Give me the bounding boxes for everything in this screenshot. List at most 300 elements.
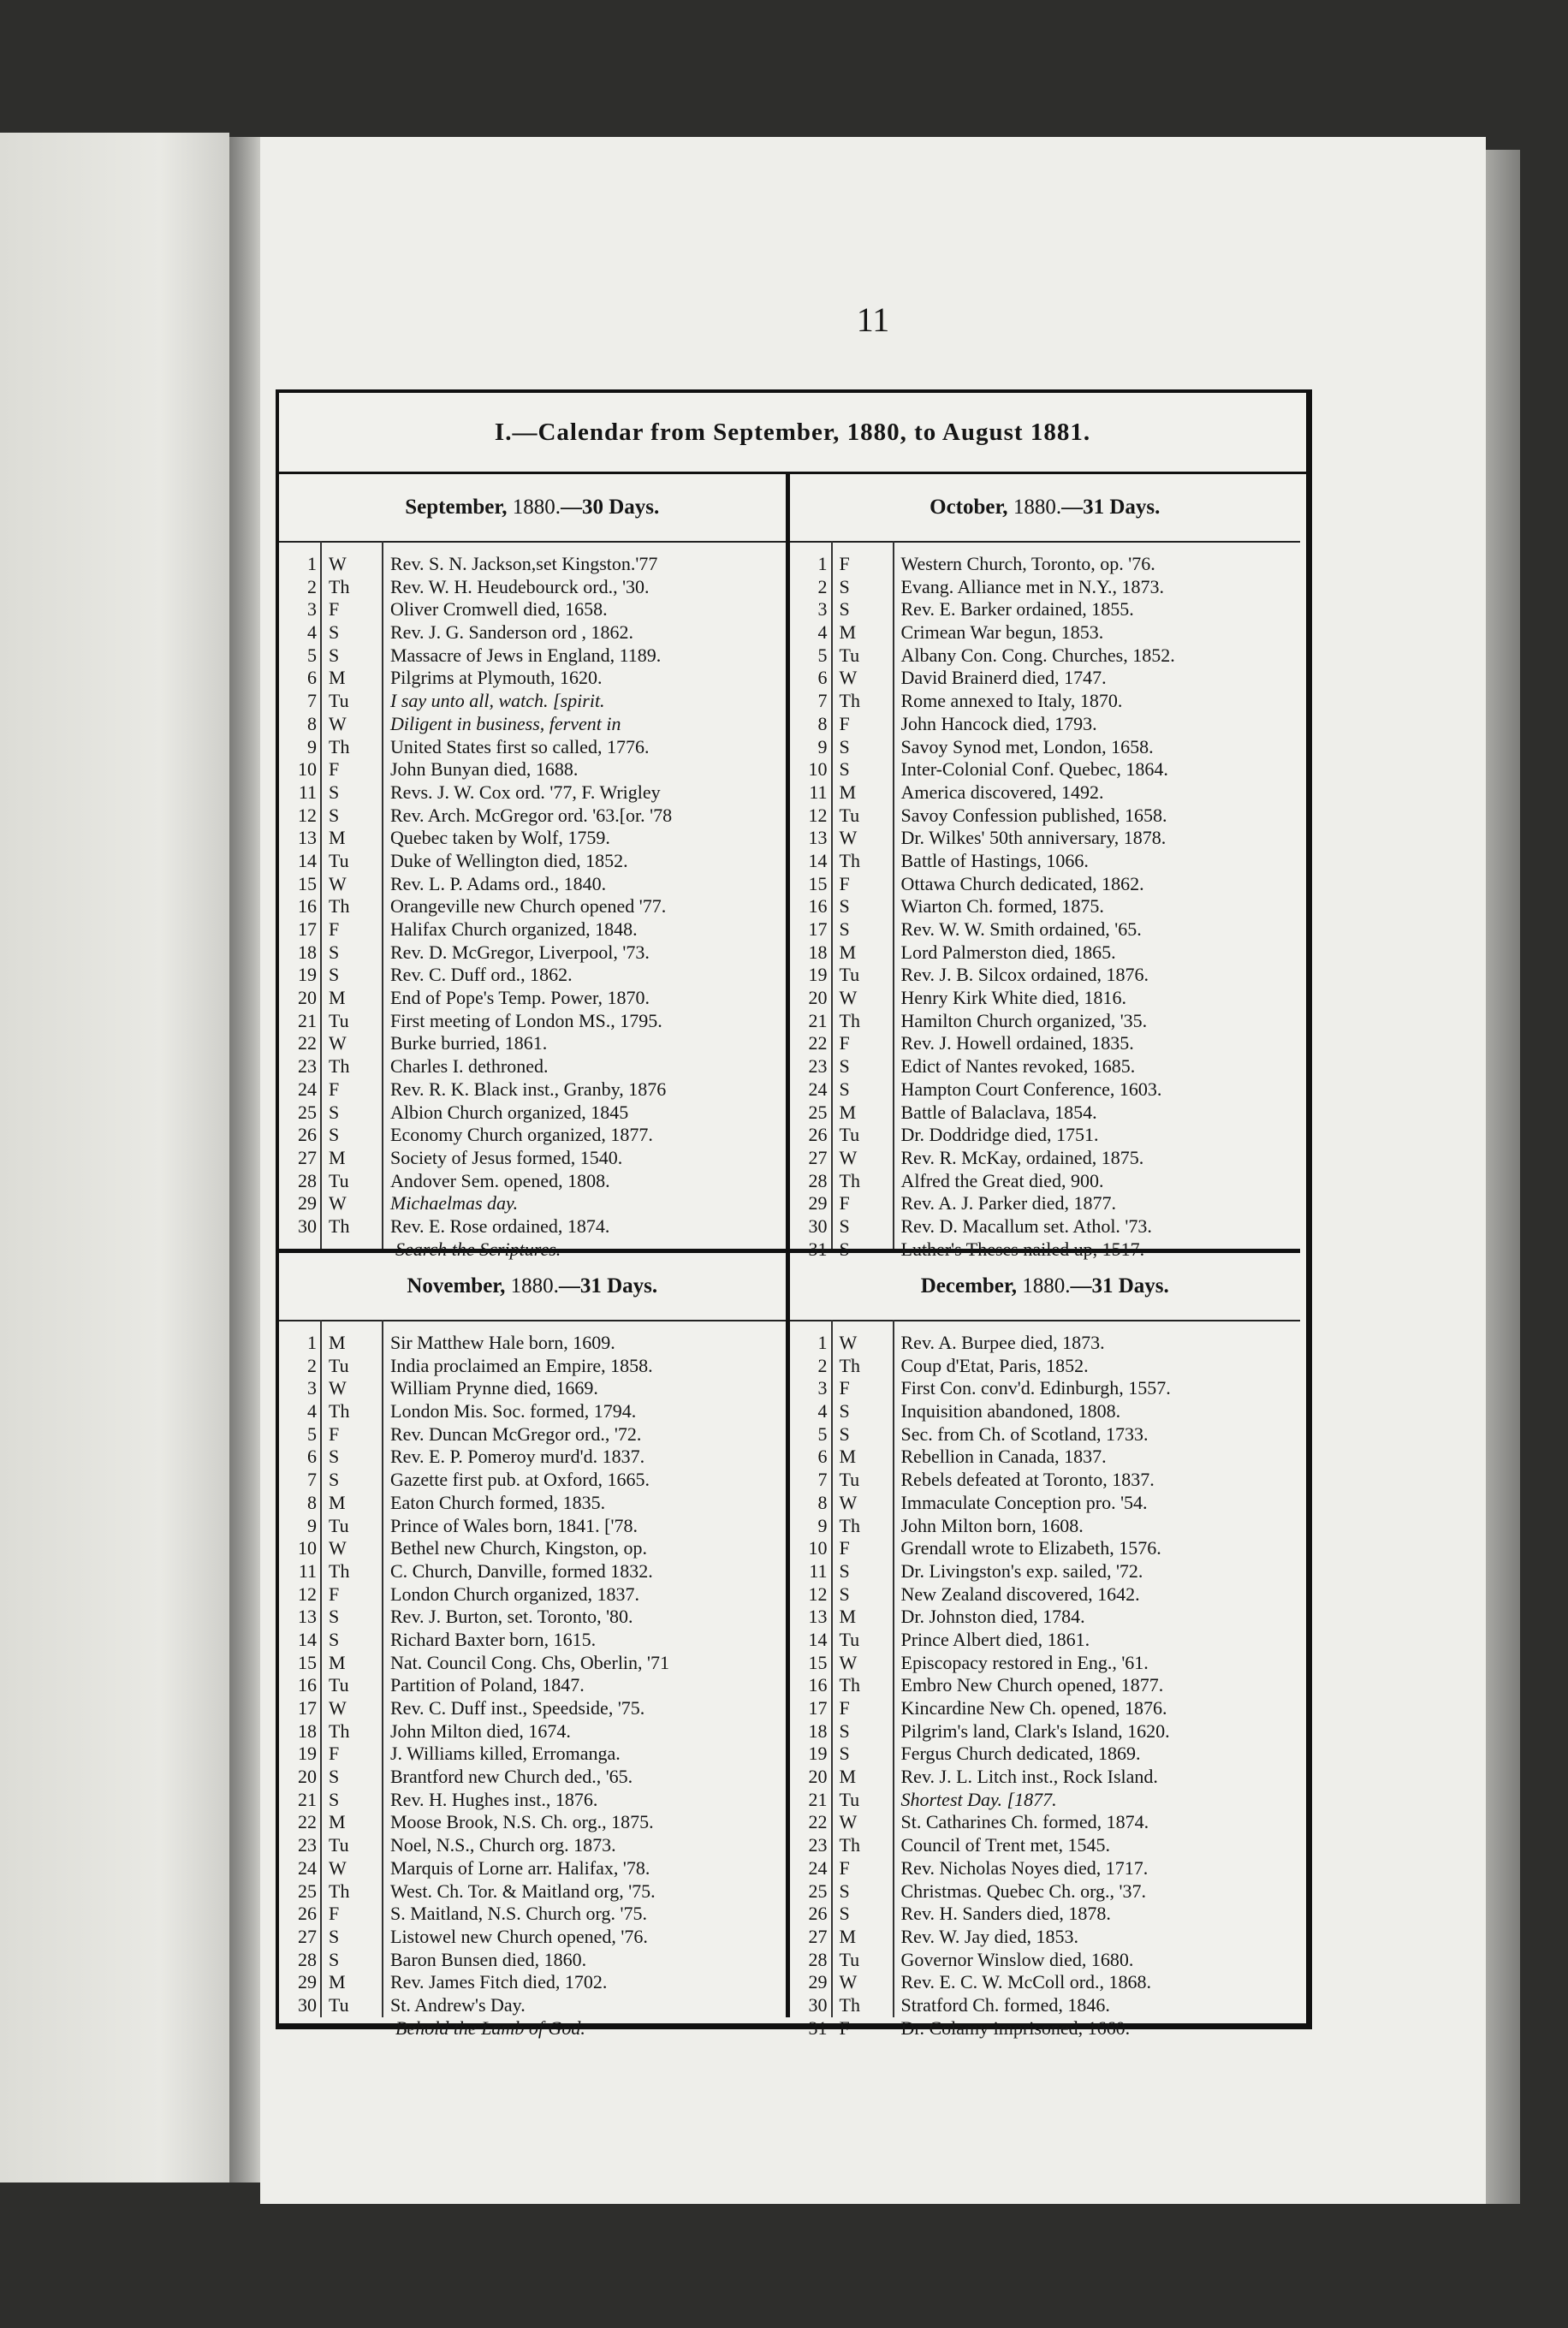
weekday: F: [839, 712, 850, 734]
day-row: [790, 1811, 1301, 1834]
event-text: Wiarton Ch. formed, 1875.: [900, 895, 1104, 918]
weekday: M: [329, 1971, 346, 1993]
weekday: S: [839, 1880, 850, 1902]
event-text: Partition of Poland, 1847.: [390, 1674, 585, 1696]
day-number: 14: [808, 1628, 828, 1650]
day-row: [279, 1124, 786, 1147]
event-text: Pilgrim's land, Clark's Island, 1620.: [900, 1719, 1170, 1742]
day-row: [790, 850, 1301, 873]
event-text: Embro New Church opened, 1877.: [900, 1674, 1164, 1696]
day-number: 29: [298, 1971, 317, 1993]
day-number: 31: [808, 1238, 828, 1260]
day-row: [790, 1994, 1301, 2017]
day-number: 6: [307, 1446, 317, 1468]
day-number: 13: [298, 1606, 317, 1628]
day-number: 25: [298, 1101, 317, 1123]
event-text: Dr. Colamy imprisoned, 1660.: [900, 2016, 1131, 2039]
weekday: S: [329, 781, 340, 803]
day-number: 25: [298, 1880, 317, 1902]
weekday: S: [329, 1788, 340, 1810]
day-row: [279, 827, 786, 850]
day-number: 12: [808, 1583, 828, 1605]
weekday: Tu: [839, 1124, 860, 1146]
day-number: 4: [307, 1400, 317, 1422]
day-number: 29: [808, 1192, 828, 1214]
event-text: Prince of Wales born, 1841. ['78.: [390, 1514, 638, 1536]
weekday: S: [839, 598, 850, 621]
weekday: S: [329, 1101, 340, 1123]
day-row: [790, 1857, 1301, 1880]
weekday: W: [839, 1332, 858, 1353]
weekday: Tu: [329, 1169, 349, 1191]
event-text: John Milton died, 1674.: [390, 1719, 571, 1742]
day-row: [279, 598, 786, 621]
weekday: Th: [329, 735, 350, 757]
day-number: 12: [298, 1583, 317, 1605]
event-text: Economy Church organized, 1877.: [390, 1124, 653, 1146]
day-number: 11: [809, 1559, 828, 1582]
day-row: [790, 553, 1301, 576]
book-page: [260, 137, 1486, 2204]
event-text: Albion Church organized, 1845: [390, 1101, 629, 1123]
day-number: 24: [298, 1078, 317, 1100]
day-number: 10: [808, 758, 828, 781]
day-row: [790, 1880, 1301, 1903]
weekday: F: [839, 1377, 850, 1399]
weekday: Th: [329, 1559, 350, 1582]
event-text: John Hancock died, 1793.: [900, 712, 1097, 734]
day-number: 29: [298, 1192, 317, 1214]
day-number: 1: [307, 1332, 317, 1353]
weekday: W: [329, 1192, 347, 1214]
month-year: 1880.: [1022, 1274, 1071, 1298]
weekday: M: [329, 1146, 346, 1168]
day-row: [279, 1880, 786, 1903]
day-row: [279, 1926, 786, 1949]
event-text: Hampton Court Conference, 1603.: [900, 1078, 1162, 1100]
weekday: S: [329, 1925, 340, 1947]
weekday: W: [839, 667, 858, 689]
day-row: [279, 895, 786, 918]
event-text: William Prynne died, 1669.: [390, 1377, 598, 1399]
event-text: End of Pope's Temp. Power, 1870.: [390, 987, 650, 1009]
event-text: Marquis of Lorne arr. Halifax, '78.: [390, 1856, 650, 1879]
day-row: [790, 598, 1301, 621]
event-text: India proclaimed an Empire, 1858.: [390, 1354, 653, 1376]
event-text: Rev. Arch. McGregor ord. '63.[or. '78: [390, 804, 673, 826]
weekday: W: [329, 1697, 347, 1719]
day-row: [790, 873, 1301, 896]
day-number: 24: [298, 1856, 317, 1879]
weekday: S: [329, 644, 340, 666]
day-number: 26: [808, 1903, 828, 1925]
event-text: Western Church, Toronto, op. '76.: [900, 553, 1155, 574]
day-number: 2: [817, 1354, 828, 1376]
weekday: Th: [329, 1055, 350, 1078]
event-text: St. Andrew's Day.: [390, 1993, 526, 2016]
day-row: [279, 690, 786, 713]
day-row: [790, 1192, 1301, 1215]
day-row: [279, 1423, 786, 1446]
day-number: 9: [307, 1514, 317, 1536]
day-row: [790, 1903, 1301, 1926]
day-row: [279, 1789, 786, 1812]
day-number: 14: [298, 1628, 317, 1650]
day-number: 8: [817, 1491, 828, 1513]
day-number: 10: [298, 1537, 317, 1559]
weekday: Tu: [329, 1674, 349, 1696]
weekday: F: [329, 1078, 340, 1100]
day-row: [790, 1674, 1301, 1697]
day-number: 27: [808, 1925, 828, 1947]
day-list: [279, 543, 786, 1261]
day-number: 28: [808, 1948, 828, 1970]
day-number: 31: [808, 2016, 828, 2039]
month-title: [790, 1253, 1301, 1321]
day-number: 23: [808, 1055, 828, 1078]
day-row: [790, 1332, 1301, 1355]
day-row: [790, 805, 1301, 828]
event-text: Diligent in business, fervent in: [390, 712, 621, 734]
weekday: Th: [329, 895, 350, 918]
weekday: S: [329, 1766, 340, 1788]
event-text: Rev. R. McKay, ordained, 1875.: [900, 1146, 1144, 1168]
weekday: F: [329, 1743, 340, 1765]
day-row: [790, 1652, 1301, 1675]
event-text: Battle of Hastings, 1066.: [900, 849, 1089, 871]
event-text: Dr. Doddridge died, 1751.: [900, 1124, 1099, 1146]
day-row: [790, 941, 1301, 965]
day-row: [279, 1102, 786, 1125]
event-text: Rev. E. Rose ordained, 1874.: [390, 1214, 610, 1237]
day-number: 22: [298, 1811, 317, 1833]
weekday: Tu: [839, 644, 860, 666]
weekday: S: [839, 1422, 850, 1445]
event-text: David Brainerd died, 1747.: [900, 667, 1107, 689]
month-title: [790, 474, 1301, 543]
day-row: [790, 827, 1301, 850]
weekday: F: [839, 1537, 850, 1559]
month-grid: [279, 474, 1300, 2039]
day-row: [790, 964, 1301, 987]
weekday: Th: [839, 1169, 860, 1191]
event-text: Oliver Cromwell died, 1658.: [390, 598, 608, 621]
event-text: Rev. D. McGregor, Liverpool, '73.: [390, 941, 650, 963]
weekday: S: [329, 1124, 340, 1146]
event-text: Andover Sem. opened, 1808.: [390, 1169, 610, 1191]
event-text: Rev. W. H. Heudebourck ord., '30.: [390, 575, 650, 597]
day-row: [790, 1515, 1301, 1538]
event-text: Rev. C. Duff inst., Speedside, '75.: [390, 1697, 645, 1719]
day-number: 26: [298, 1903, 317, 1925]
day-number: 11: [809, 781, 828, 803]
day-number: 30: [808, 1993, 828, 2016]
day-number: 3: [817, 598, 828, 621]
day-row: [790, 736, 1301, 759]
day-number: 3: [307, 598, 317, 621]
day-number: 21: [298, 1009, 317, 1031]
day-list: [790, 1321, 1301, 2040]
event-text: Rev. James Fitch died, 1702.: [390, 1971, 608, 1993]
day-number: 22: [298, 1032, 317, 1054]
day-number: 18: [808, 941, 828, 963]
weekday: Th: [839, 1674, 860, 1696]
weekday: S: [839, 1559, 850, 1582]
day-number: 9: [817, 735, 828, 757]
event-text: Duke of Wellington died, 1852.: [390, 849, 628, 871]
event-text: Massacre of Jews in England, 1189.: [390, 644, 662, 666]
weekday: Th: [839, 1354, 860, 1376]
weekday: Th: [329, 1719, 350, 1742]
month-year: 1880.: [1013, 496, 1062, 519]
day-number: 22: [808, 1811, 828, 1833]
weekday: M: [839, 1101, 857, 1123]
weekday: Tu: [329, 690, 349, 712]
month-motto: Search the Scriptures.: [395, 1238, 561, 1260]
day-row: [279, 1355, 786, 1378]
day-number: 14: [808, 849, 828, 871]
day-number: 17: [298, 918, 317, 940]
weekday: Tu: [329, 1993, 349, 2016]
event-text: Alfred the Great died, 900.: [900, 1169, 1104, 1191]
day-number: 4: [307, 621, 317, 644]
day-number: 11: [298, 781, 317, 803]
weekday: S: [329, 1606, 340, 1628]
event-text: Quebec taken by Wolf, 1759.: [390, 827, 610, 849]
day-row: [790, 2017, 1301, 2040]
day-number: 17: [298, 1697, 317, 1719]
day-row: [790, 1743, 1301, 1766]
event-text: Kincardine New Ch. opened, 1876.: [900, 1697, 1167, 1719]
event-text: Rev. J. B. Silcox ordained, 1876.: [900, 964, 1149, 986]
day-row: [279, 1903, 786, 1926]
day-row: [790, 1400, 1301, 1423]
event-text: Charles I. dethroned.: [390, 1055, 549, 1078]
event-text: Shortest Day. [1877.: [900, 1788, 1057, 1810]
month-days-label: —31 Days.: [1061, 496, 1161, 519]
event-text: Fergus Church dedicated, 1869.: [900, 1743, 1141, 1765]
weekday: Tu: [839, 1469, 860, 1491]
day-number: 18: [808, 1719, 828, 1742]
weekday: S: [329, 1948, 340, 1970]
day-row: [790, 1215, 1301, 1238]
event-text: United States first so called, 1776.: [390, 735, 650, 757]
day-number: 15: [808, 1651, 828, 1673]
event-text: Episcopacy restored in Eng., '61.: [900, 1651, 1149, 1673]
day-row: [790, 667, 1301, 690]
weekday: M: [329, 1651, 346, 1673]
day-number: 10: [298, 758, 317, 781]
month-september: [279, 474, 790, 1260]
day-number: 16: [808, 1674, 828, 1696]
day-row: [279, 1994, 786, 2017]
event-text: Ottawa Church dedicated, 1862.: [900, 872, 1144, 894]
month-title: [279, 474, 786, 543]
day-row: [279, 1469, 786, 1492]
weekday: M: [839, 1925, 857, 1947]
event-text: New Zealand discovered, 1642.: [900, 1583, 1140, 1605]
day-row: [790, 781, 1301, 805]
weekday: W: [839, 987, 858, 1009]
event-text: Luther's Theses nailed up, 1517.: [900, 1238, 1145, 1260]
day-number: 8: [307, 1491, 317, 1513]
day-row: [790, 1170, 1301, 1193]
day-row: [279, 576, 786, 599]
event-text: Rev. W. W. Smith ordained, '65.: [900, 918, 1142, 940]
weekday: Th: [839, 690, 860, 712]
event-text: Christmas. Quebec Ch. org., '37.: [900, 1880, 1146, 1902]
event-text: Rev. E. Barker ordained, 1855.: [900, 598, 1134, 621]
month-name: November,: [407, 1274, 506, 1298]
weekday: S: [329, 941, 340, 963]
day-number: 2: [307, 575, 317, 597]
day-row: [790, 1789, 1301, 1812]
day-row: [279, 1766, 786, 1789]
day-row: [279, 987, 786, 1010]
day-number: 14: [298, 849, 317, 871]
event-text: Coup d'Etat, Paris, 1852.: [900, 1354, 1089, 1376]
day-number: 15: [298, 1651, 317, 1673]
month-name: December,: [920, 1274, 1017, 1298]
weekday: Th: [839, 1993, 860, 2016]
day-row: [279, 1811, 786, 1834]
day-row: [790, 1377, 1301, 1400]
page-number: 11: [856, 300, 890, 339]
day-number: 30: [298, 1993, 317, 2016]
event-text: Immaculate Conception pro. '54.: [900, 1491, 1148, 1513]
day-row: [790, 1124, 1301, 1147]
weekday: W: [839, 1146, 858, 1168]
day-number: 10: [808, 1537, 828, 1559]
weekday: Th: [839, 1009, 860, 1031]
day-row: [790, 1720, 1301, 1743]
weekday: W: [329, 1856, 347, 1879]
event-text: John Bunyan died, 1688.: [390, 758, 579, 781]
weekday: F: [839, 553, 850, 574]
day-number: 1: [307, 553, 317, 574]
weekday: Tu: [329, 1514, 349, 1536]
day-number: 11: [298, 1559, 317, 1582]
weekday: M: [329, 987, 346, 1009]
weekday: S: [839, 1214, 850, 1237]
event-text: Rev. W. Jay died, 1853.: [900, 1925, 1079, 1947]
event-text: Orangeville new Church opened '77.: [390, 895, 667, 918]
day-list: [279, 1321, 786, 2040]
event-text: First Con. conv'd. Edinburgh, 1557.: [900, 1377, 1171, 1399]
weekday: S: [839, 1583, 850, 1605]
month-name: October,: [930, 496, 1008, 519]
weekday: S: [839, 918, 850, 940]
day-number: 24: [808, 1856, 828, 1879]
month-days-label: —31 Days.: [1070, 1274, 1169, 1298]
weekday: M: [329, 827, 346, 849]
weekday: W: [839, 1491, 858, 1513]
day-row: [790, 1102, 1301, 1125]
day-row: [279, 1583, 786, 1606]
day-row: [279, 1192, 786, 1215]
weekday: Th: [839, 1834, 860, 1856]
day-row: [279, 1537, 786, 1560]
event-text: Halifax Church organized, 1848.: [390, 918, 638, 940]
day-number: 28: [298, 1948, 317, 1970]
event-text: Edict of Nantes revoked, 1685.: [900, 1055, 1136, 1078]
day-number: 7: [307, 690, 317, 712]
day-number: 27: [298, 1925, 317, 1947]
event-text: Rev. A. Burpee died, 1873.: [900, 1332, 1105, 1353]
day-number: 16: [298, 1674, 317, 1696]
weekday: S: [839, 895, 850, 918]
weekday: F: [329, 1422, 340, 1445]
day-list: [790, 543, 1301, 1261]
event-text: Crimean War begun, 1853.: [900, 621, 1104, 644]
day-row: [790, 918, 1301, 941]
day-row: [790, 1446, 1301, 1469]
weekday: S: [329, 1628, 340, 1650]
weekday: Tu: [839, 804, 860, 826]
event-text: C. Church, Danville, formed 1832.: [390, 1559, 653, 1582]
weekday: Tu: [839, 964, 860, 986]
calendar-title: I.—Calendar from September, 1880, to August 1881.: [279, 393, 1306, 474]
event-text: Lord Palmerston died, 1865.: [900, 941, 1116, 963]
weekday: Tu: [839, 1788, 860, 1810]
day-row: [790, 1055, 1301, 1078]
weekday: M: [839, 941, 857, 963]
weekday: W: [329, 1377, 347, 1399]
event-text: Dr. Johnston died, 1784.: [900, 1606, 1085, 1628]
day-number: 9: [307, 735, 317, 757]
month-october: [790, 474, 1301, 1260]
day-row: [790, 690, 1301, 713]
event-text: Rev. H. Hughes inst., 1876.: [390, 1788, 598, 1810]
day-row: [790, 1949, 1301, 1972]
day-number: 20: [808, 1766, 828, 1788]
event-text: Governor Winslow died, 1680.: [900, 1948, 1134, 1970]
day-row: [279, 621, 786, 644]
day-number: 23: [298, 1834, 317, 1856]
day-row: [279, 1400, 786, 1423]
day-number: 2: [307, 1354, 317, 1376]
weekday: F: [329, 1583, 340, 1605]
day-row: [279, 1055, 786, 1078]
day-row: [790, 758, 1301, 781]
event-text: Sec. from Ch. of Scotland, 1733.: [900, 1422, 1149, 1445]
day-row: [790, 621, 1301, 644]
weekday: S: [839, 1238, 850, 1260]
day-number: 17: [808, 918, 828, 940]
day-row: [279, 1834, 786, 1857]
event-text: Rebels defeated at Toronto, 1837.: [900, 1469, 1155, 1491]
weekday: S: [839, 1055, 850, 1078]
event-text: Savoy Confession published, 1658.: [900, 804, 1167, 826]
weekday: F: [839, 1856, 850, 1879]
event-text: Eaton Church formed, 1835.: [390, 1491, 606, 1513]
day-row: [790, 1766, 1301, 1789]
day-number: 5: [817, 644, 828, 666]
day-number: 27: [298, 1146, 317, 1168]
day-number: 28: [298, 1169, 317, 1191]
event-text: Rev. D. Macallum set. Athol. '73.: [900, 1214, 1152, 1237]
weekday: M: [329, 667, 346, 689]
event-text: London Mis. Soc. formed, 1794.: [390, 1400, 637, 1422]
day-number: 2: [817, 575, 828, 597]
day-number: 5: [307, 644, 317, 666]
weekday: W: [329, 1032, 347, 1054]
day-row: [279, 850, 786, 873]
day-row: [790, 1971, 1301, 1994]
event-text: Rev. S. N. Jackson,set Kingston.'77: [390, 553, 658, 574]
day-number: 5: [307, 1422, 317, 1445]
day-number: 6: [307, 667, 317, 689]
